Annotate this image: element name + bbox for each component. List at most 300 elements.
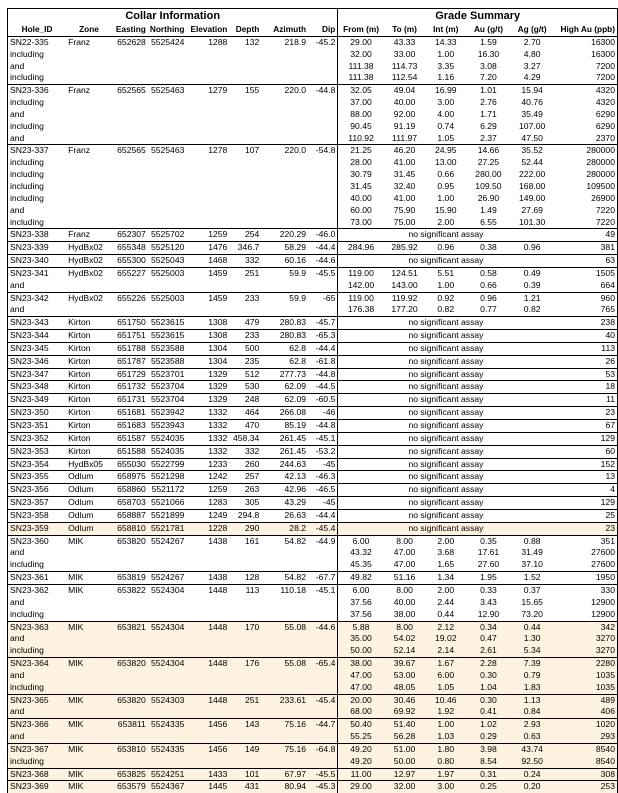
azimuth-cell: 59.9: [261, 267, 308, 279]
from-cell: 142.00: [338, 280, 384, 292]
empty-collar-cell: [148, 682, 187, 694]
interval-row: [8, 597, 618, 609]
int-cell: 2.00: [437, 216, 455, 227]
azimuth-cell: 58.29: [261, 242, 308, 255]
empty-collar-cell: [229, 109, 261, 121]
azimuth-cell: 220.0: [261, 85, 308, 97]
no-significant-assay-cell: no significant assay: [338, 330, 554, 343]
empty-collar-cell: [186, 706, 229, 718]
empty-collar-cell: [261, 280, 308, 292]
from-cell: 47.00: [338, 682, 384, 694]
empty-collar-cell: [148, 109, 187, 121]
zone-cell: HydBx02: [66, 255, 112, 268]
interval-row: [8, 157, 618, 169]
au-cell: 1.01: [466, 85, 511, 97]
depth-cell: 294.8: [229, 509, 261, 522]
dip-cell: -45.3: [308, 781, 338, 793]
interval-row: [8, 280, 618, 292]
elevation-cell: 1448: [186, 621, 229, 633]
hole-row: [8, 522, 618, 535]
to-cell: 53.00: [384, 670, 426, 682]
empty-collar-cell: [229, 597, 261, 609]
easting-cell: 658810: [112, 522, 148, 535]
au-cell: 0.30: [466, 694, 511, 706]
hole-row: [8, 229, 618, 242]
azimuth-cell: 55.08: [261, 658, 308, 670]
high-au-cell: 1020: [554, 719, 618, 731]
from-cell: 111.38: [338, 61, 384, 73]
to-cell: 32.40: [393, 180, 416, 191]
empty-collar-cell: [112, 121, 148, 133]
northing-cell: 5523701: [148, 368, 187, 381]
hole-row: [8, 85, 618, 97]
empty-collar-cell: [186, 97, 229, 109]
empty-collar-cell: [112, 304, 148, 316]
int-cell: 0.66: [437, 169, 455, 180]
empty-collar-cell: [66, 109, 112, 121]
empty-collar-cell: [308, 280, 338, 292]
empty-collar-cell: [112, 205, 148, 217]
hole-row: [8, 317, 618, 330]
dip-cell: -44.6: [308, 255, 338, 268]
to-cell: 124.51: [384, 267, 426, 279]
dip-cell: -45.5: [308, 768, 338, 781]
high-au-cell: 308: [554, 768, 618, 781]
empty-collar-cell: [186, 609, 229, 621]
depth-cell: 251: [229, 694, 261, 706]
depth-cell: 464: [229, 407, 261, 420]
elevation-cell: 1456: [186, 743, 229, 755]
empty-collar-cell: [308, 609, 338, 621]
empty-collar-cell: [112, 133, 148, 145]
elevation-cell: 1278: [186, 145, 229, 157]
empty-collar-cell: [66, 280, 112, 292]
empty-collar-cell: [229, 633, 261, 645]
int-cell: 0.82: [437, 304, 455, 315]
int-cell: 2.12: [425, 621, 466, 633]
column-header-ag: Ag (g/t): [511, 24, 554, 36]
no-significant-assay-cell: no significant assay: [338, 407, 554, 420]
from-cell: 68.00: [338, 706, 384, 718]
to-cell: 31.45: [393, 169, 416, 180]
interval-row: [8, 609, 618, 621]
empty-collar-cell: [308, 49, 338, 61]
empty-collar-cell: [148, 731, 187, 743]
elevation-cell: 1329: [186, 381, 229, 394]
easting-cell: 651587: [112, 432, 148, 445]
int-cell: 0.74: [437, 120, 455, 131]
zone-cell: MIK: [66, 572, 112, 585]
au-cell: 1.71: [480, 108, 497, 119]
empty-collar-cell: [261, 61, 308, 73]
depth-cell: 233: [229, 330, 261, 343]
elevation-cell: 1259: [186, 484, 229, 497]
high-au-cell: 49: [554, 229, 618, 242]
easting-cell: 653821: [112, 621, 148, 633]
au-cell: 26.90: [477, 192, 500, 203]
au-cell: 27.25: [477, 157, 500, 168]
high-au-cell: 27600: [554, 559, 618, 571]
empty-collar-cell: [148, 559, 187, 571]
int-cell: 3.00: [437, 97, 455, 108]
au-cell: 3.08: [480, 60, 497, 71]
hole-id-cell: SN23-366: [8, 719, 67, 731]
interval-row: [8, 304, 618, 316]
no-significant-assay-cell: no significant assay: [338, 368, 554, 381]
azimuth-cell: 59.9: [261, 292, 308, 304]
to-cell: 56.28: [384, 731, 426, 743]
interval-label-cell: and: [8, 597, 67, 609]
easting-cell: 658975: [112, 471, 148, 484]
ag-cell: 0.44: [511, 621, 554, 633]
ag-cell: 149.00: [519, 192, 546, 203]
empty-collar-cell: [66, 597, 112, 609]
interval-label-cell: including: [8, 609, 67, 621]
empty-collar-cell: [308, 61, 338, 73]
au-cell: 0.66: [480, 279, 497, 290]
hole-row: [8, 355, 618, 368]
to-cell: 75.00: [393, 216, 416, 227]
interval-row: [8, 682, 618, 694]
hole-id-cell: SN23-363: [8, 621, 67, 633]
interval-label-cell: including: [8, 121, 67, 133]
dip-cell: -44.9: [308, 535, 338, 547]
from-cell: 40.00: [338, 193, 384, 205]
zone-cell: MIK: [66, 743, 112, 755]
ag-cell: 222.00: [519, 169, 546, 180]
zone-cell: Franz: [66, 229, 112, 242]
ag-cell: 0.79: [511, 670, 554, 682]
empty-collar-cell: [261, 97, 308, 109]
ag-cell: 0.63: [511, 731, 554, 743]
depth-cell: 101: [229, 768, 261, 781]
dip-cell: -46.0: [308, 229, 338, 242]
dip-cell: -61.8: [308, 355, 338, 368]
elevation-cell: 1329: [186, 394, 229, 407]
dip-cell: -44.5: [308, 381, 338, 394]
northing-cell: 5521172: [148, 484, 187, 497]
empty-collar-cell: [66, 72, 112, 84]
empty-collar-cell: [308, 597, 338, 609]
easting-cell: 651788: [112, 342, 148, 355]
ag-cell: 1.13: [511, 694, 554, 706]
from-cell: 88.00: [338, 109, 384, 121]
interval-row: [8, 169, 618, 181]
hole-row: [8, 584, 618, 596]
empty-collar-cell: [229, 609, 261, 621]
interval-label-cell: and: [8, 706, 67, 718]
column-header-au: Au (g/t): [466, 24, 511, 36]
ag-cell: 168.00: [519, 180, 546, 191]
empty-collar-cell: [66, 645, 112, 657]
hole-row: [8, 445, 618, 458]
high-au-cell: 8540: [554, 743, 618, 755]
au-cell: 7.20: [480, 72, 497, 83]
interval-row: [8, 61, 618, 73]
hole-row: [8, 407, 618, 420]
empty-collar-cell: [308, 633, 338, 645]
grade-summary-header: Grade Summary: [338, 9, 618, 25]
zone-cell: MIK: [66, 621, 112, 633]
azimuth-cell: 110.18: [261, 584, 308, 596]
northing-cell: 5523704: [148, 394, 187, 407]
dip-cell: -45.2: [308, 36, 338, 48]
empty-collar-cell: [261, 731, 308, 743]
depth-cell: 458.34: [229, 432, 261, 445]
northing-cell: 5524035: [148, 445, 187, 458]
to-cell: 112.54: [391, 72, 418, 83]
no-significant-assay-cell: no significant assay: [338, 394, 554, 407]
high-au-cell: 8540: [554, 756, 618, 768]
depth-cell: 254: [229, 229, 261, 242]
hole-id-cell: SN23-355: [8, 471, 67, 484]
empty-collar-cell: [148, 217, 187, 229]
high-au-cell: 2370: [554, 133, 618, 145]
zone-cell: Odlum: [66, 509, 112, 522]
ag-cell: 7.39: [511, 658, 554, 670]
empty-collar-cell: [148, 72, 187, 84]
int-cell: 14.33: [425, 36, 466, 48]
elevation-cell: 1308: [186, 317, 229, 330]
no-significant-assay-cell: no significant assay: [338, 381, 554, 394]
from-cell: 6.00: [338, 535, 384, 547]
zone-cell: HydBx05: [66, 458, 112, 471]
interval-row: [8, 109, 618, 121]
hole-id-cell: SN23-362: [8, 584, 67, 596]
int-cell: 1.00: [425, 719, 466, 731]
interval-row: [8, 49, 618, 61]
empty-collar-cell: [261, 169, 308, 181]
au-cell: 1.04: [466, 682, 511, 694]
interval-row: [8, 97, 618, 109]
hole-id-cell: SN23-357: [8, 497, 67, 510]
int-cell: 0.80: [425, 756, 466, 768]
depth-cell: 235: [229, 355, 261, 368]
from-cell: 55.25: [338, 731, 384, 743]
zone-cell: Kirton: [66, 420, 112, 433]
northing-cell: 5525120: [148, 242, 187, 255]
ag-cell: 35.49: [521, 108, 543, 119]
easting-cell: 653579: [112, 781, 148, 793]
column-header-easting: Easting: [112, 24, 148, 36]
ag-cell: 73.20: [521, 608, 543, 619]
empty-collar-cell: [261, 304, 308, 316]
high-au-cell: 23: [554, 407, 618, 420]
high-au-cell: 4320: [554, 85, 618, 97]
interval-row: [8, 731, 618, 743]
ag-cell: 2.70: [511, 36, 554, 48]
int-cell: 6.00: [425, 670, 466, 682]
column-header-elevation: Elevation: [186, 24, 229, 36]
zone-cell: Odlum: [66, 471, 112, 484]
high-au-cell: 293: [554, 731, 618, 743]
to-cell: 47.00: [393, 547, 416, 558]
northing-cell: 5524335: [148, 719, 187, 731]
ag-cell: 15.94: [511, 85, 554, 97]
high-au-cell: 7200: [554, 72, 618, 84]
depth-cell: 176: [229, 658, 261, 670]
zone-cell: Odlum: [66, 497, 112, 510]
azimuth-cell: 28.2: [261, 522, 308, 535]
depth-cell: 470: [229, 420, 261, 433]
empty-collar-cell: [148, 181, 187, 193]
hole-id-cell: SN23-353: [8, 445, 67, 458]
empty-collar-cell: [148, 280, 187, 292]
northing-cell: 5523588: [148, 342, 187, 355]
au-cell: 1.95: [466, 572, 511, 585]
depth-cell: 512: [229, 368, 261, 381]
empty-collar-cell: [186, 645, 229, 657]
elevation-cell: 1332: [186, 420, 229, 433]
hole-id-cell: SN22-335: [8, 36, 67, 48]
int-cell: 1.05: [437, 132, 455, 143]
empty-collar-cell: [186, 633, 229, 645]
zone-cell: Franz: [66, 36, 112, 48]
empty-collar-cell: [66, 706, 112, 718]
high-au-cell: 2280: [554, 658, 618, 670]
azimuth-cell: 280.83: [261, 330, 308, 343]
column-header-depth: Depth: [229, 24, 261, 36]
easting-cell: 658703: [112, 497, 148, 510]
dip-cell: -64.8: [308, 743, 338, 755]
high-au-cell: 351: [554, 535, 618, 547]
au-cell: 0.30: [466, 670, 511, 682]
au-cell: 2.37: [480, 132, 497, 143]
elevation-cell: 1448: [186, 584, 229, 596]
high-au-cell: 129: [554, 432, 618, 445]
empty-collar-cell: [261, 193, 308, 205]
interval-label-cell: and: [8, 280, 67, 292]
elevation-cell: 1459: [186, 267, 229, 279]
au-cell: 0.35: [466, 535, 511, 547]
int-cell: 1.97: [425, 768, 466, 781]
interval-label-cell: including: [8, 169, 67, 181]
from-cell: 30.79: [338, 169, 384, 181]
elevation-cell: 1438: [186, 535, 229, 547]
elevation-cell: 1308: [186, 330, 229, 343]
northing-cell: 5523588: [148, 355, 187, 368]
hole-row: [8, 497, 618, 510]
dip-cell: -54.8: [308, 145, 338, 157]
easting-cell: 655226: [112, 292, 148, 304]
zone-cell: MIK: [66, 768, 112, 781]
from-cell: 11.00: [338, 768, 384, 781]
hole-id-cell: SN23-348: [8, 381, 67, 394]
elevation-cell: 1468: [186, 255, 229, 268]
interval-label-cell: and: [8, 205, 67, 217]
au-cell: 0.38: [466, 242, 511, 255]
empty-collar-cell: [229, 121, 261, 133]
from-cell: 119.00: [338, 267, 384, 279]
empty-collar-cell: [186, 217, 229, 229]
int-cell: 16.99: [425, 85, 466, 97]
elevation-cell: 1249: [186, 509, 229, 522]
no-significant-assay-cell: no significant assay: [338, 317, 554, 330]
high-au-cell: 6290: [554, 121, 618, 133]
high-au-cell: 16300: [554, 49, 618, 61]
empty-collar-cell: [112, 61, 148, 73]
zone-cell: HydBx02: [66, 242, 112, 255]
empty-collar-cell: [229, 49, 261, 61]
zone-cell: Kirton: [66, 330, 112, 343]
interval-row: [8, 706, 618, 718]
hole-row: [8, 242, 618, 255]
section-header-row: [8, 9, 618, 25]
hole-row: [8, 743, 618, 755]
empty-collar-cell: [261, 205, 308, 217]
collar-information-header: Collar Information: [8, 9, 338, 25]
int-cell: 2.00: [425, 584, 466, 596]
empty-collar-cell: [229, 133, 261, 145]
easting-cell: 653825: [112, 768, 148, 781]
empty-collar-cell: [308, 731, 338, 743]
no-significant-assay-cell: no significant assay: [338, 509, 554, 522]
easting-cell: 658860: [112, 484, 148, 497]
elevation-cell: 1288: [186, 36, 229, 48]
empty-collar-cell: [186, 559, 229, 571]
column-header-from: From (m): [338, 24, 384, 36]
empty-collar-cell: [148, 133, 187, 145]
no-significant-assay-cell: no significant assay: [338, 255, 554, 268]
empty-collar-cell: [112, 670, 148, 682]
column-header-row: [8, 24, 618, 36]
empty-collar-cell: [148, 706, 187, 718]
au-cell: 0.41: [466, 706, 511, 718]
zone-cell: Kirton: [66, 381, 112, 394]
hole-id-cell: SN23-350: [8, 407, 67, 420]
empty-collar-cell: [66, 217, 112, 229]
empty-collar-cell: [112, 181, 148, 193]
zone-cell: MIK: [66, 694, 112, 706]
elevation-cell: 1332: [186, 432, 229, 445]
from-cell: 119.00: [338, 292, 384, 304]
no-significant-assay-cell: no significant assay: [338, 471, 554, 484]
elevation-cell: 1332: [186, 445, 229, 458]
empty-collar-cell: [66, 731, 112, 743]
dip-cell: -45.4: [308, 522, 338, 535]
high-au-cell: 280000: [554, 169, 618, 181]
au-cell: 1.49: [480, 204, 497, 215]
zone-cell: MIK: [66, 719, 112, 731]
zone-cell: Franz: [66, 85, 112, 97]
empty-collar-cell: [229, 61, 261, 73]
no-significant-assay-cell: no significant assay: [338, 342, 554, 355]
au-cell: 0.25: [466, 781, 511, 793]
empty-collar-cell: [148, 157, 187, 169]
zone-cell: MIK: [66, 535, 112, 547]
easting-cell: 652565: [112, 85, 148, 97]
northing-cell: 5524267: [148, 535, 187, 547]
empty-collar-cell: [186, 61, 229, 73]
empty-collar-cell: [66, 547, 112, 559]
depth-cell: 251: [229, 267, 261, 279]
to-cell: 46.20: [384, 145, 426, 157]
interval-row: [8, 633, 618, 645]
zone-cell: Odlum: [66, 484, 112, 497]
drill-results-table-container: [7, 8, 618, 793]
to-cell: 285.92: [384, 242, 426, 255]
easting-cell: 653820: [112, 694, 148, 706]
hole-id-cell: SN23-346: [8, 355, 67, 368]
northing-cell: 5524304: [148, 584, 187, 596]
empty-collar-cell: [66, 133, 112, 145]
no-significant-assay-cell: no significant assay: [338, 445, 554, 458]
from-cell: 28.00: [338, 157, 384, 169]
empty-collar-cell: [112, 597, 148, 609]
hole-id-cell: SN23-368: [8, 768, 67, 781]
int-cell: 1.67: [425, 658, 466, 670]
hole-row: [8, 471, 618, 484]
